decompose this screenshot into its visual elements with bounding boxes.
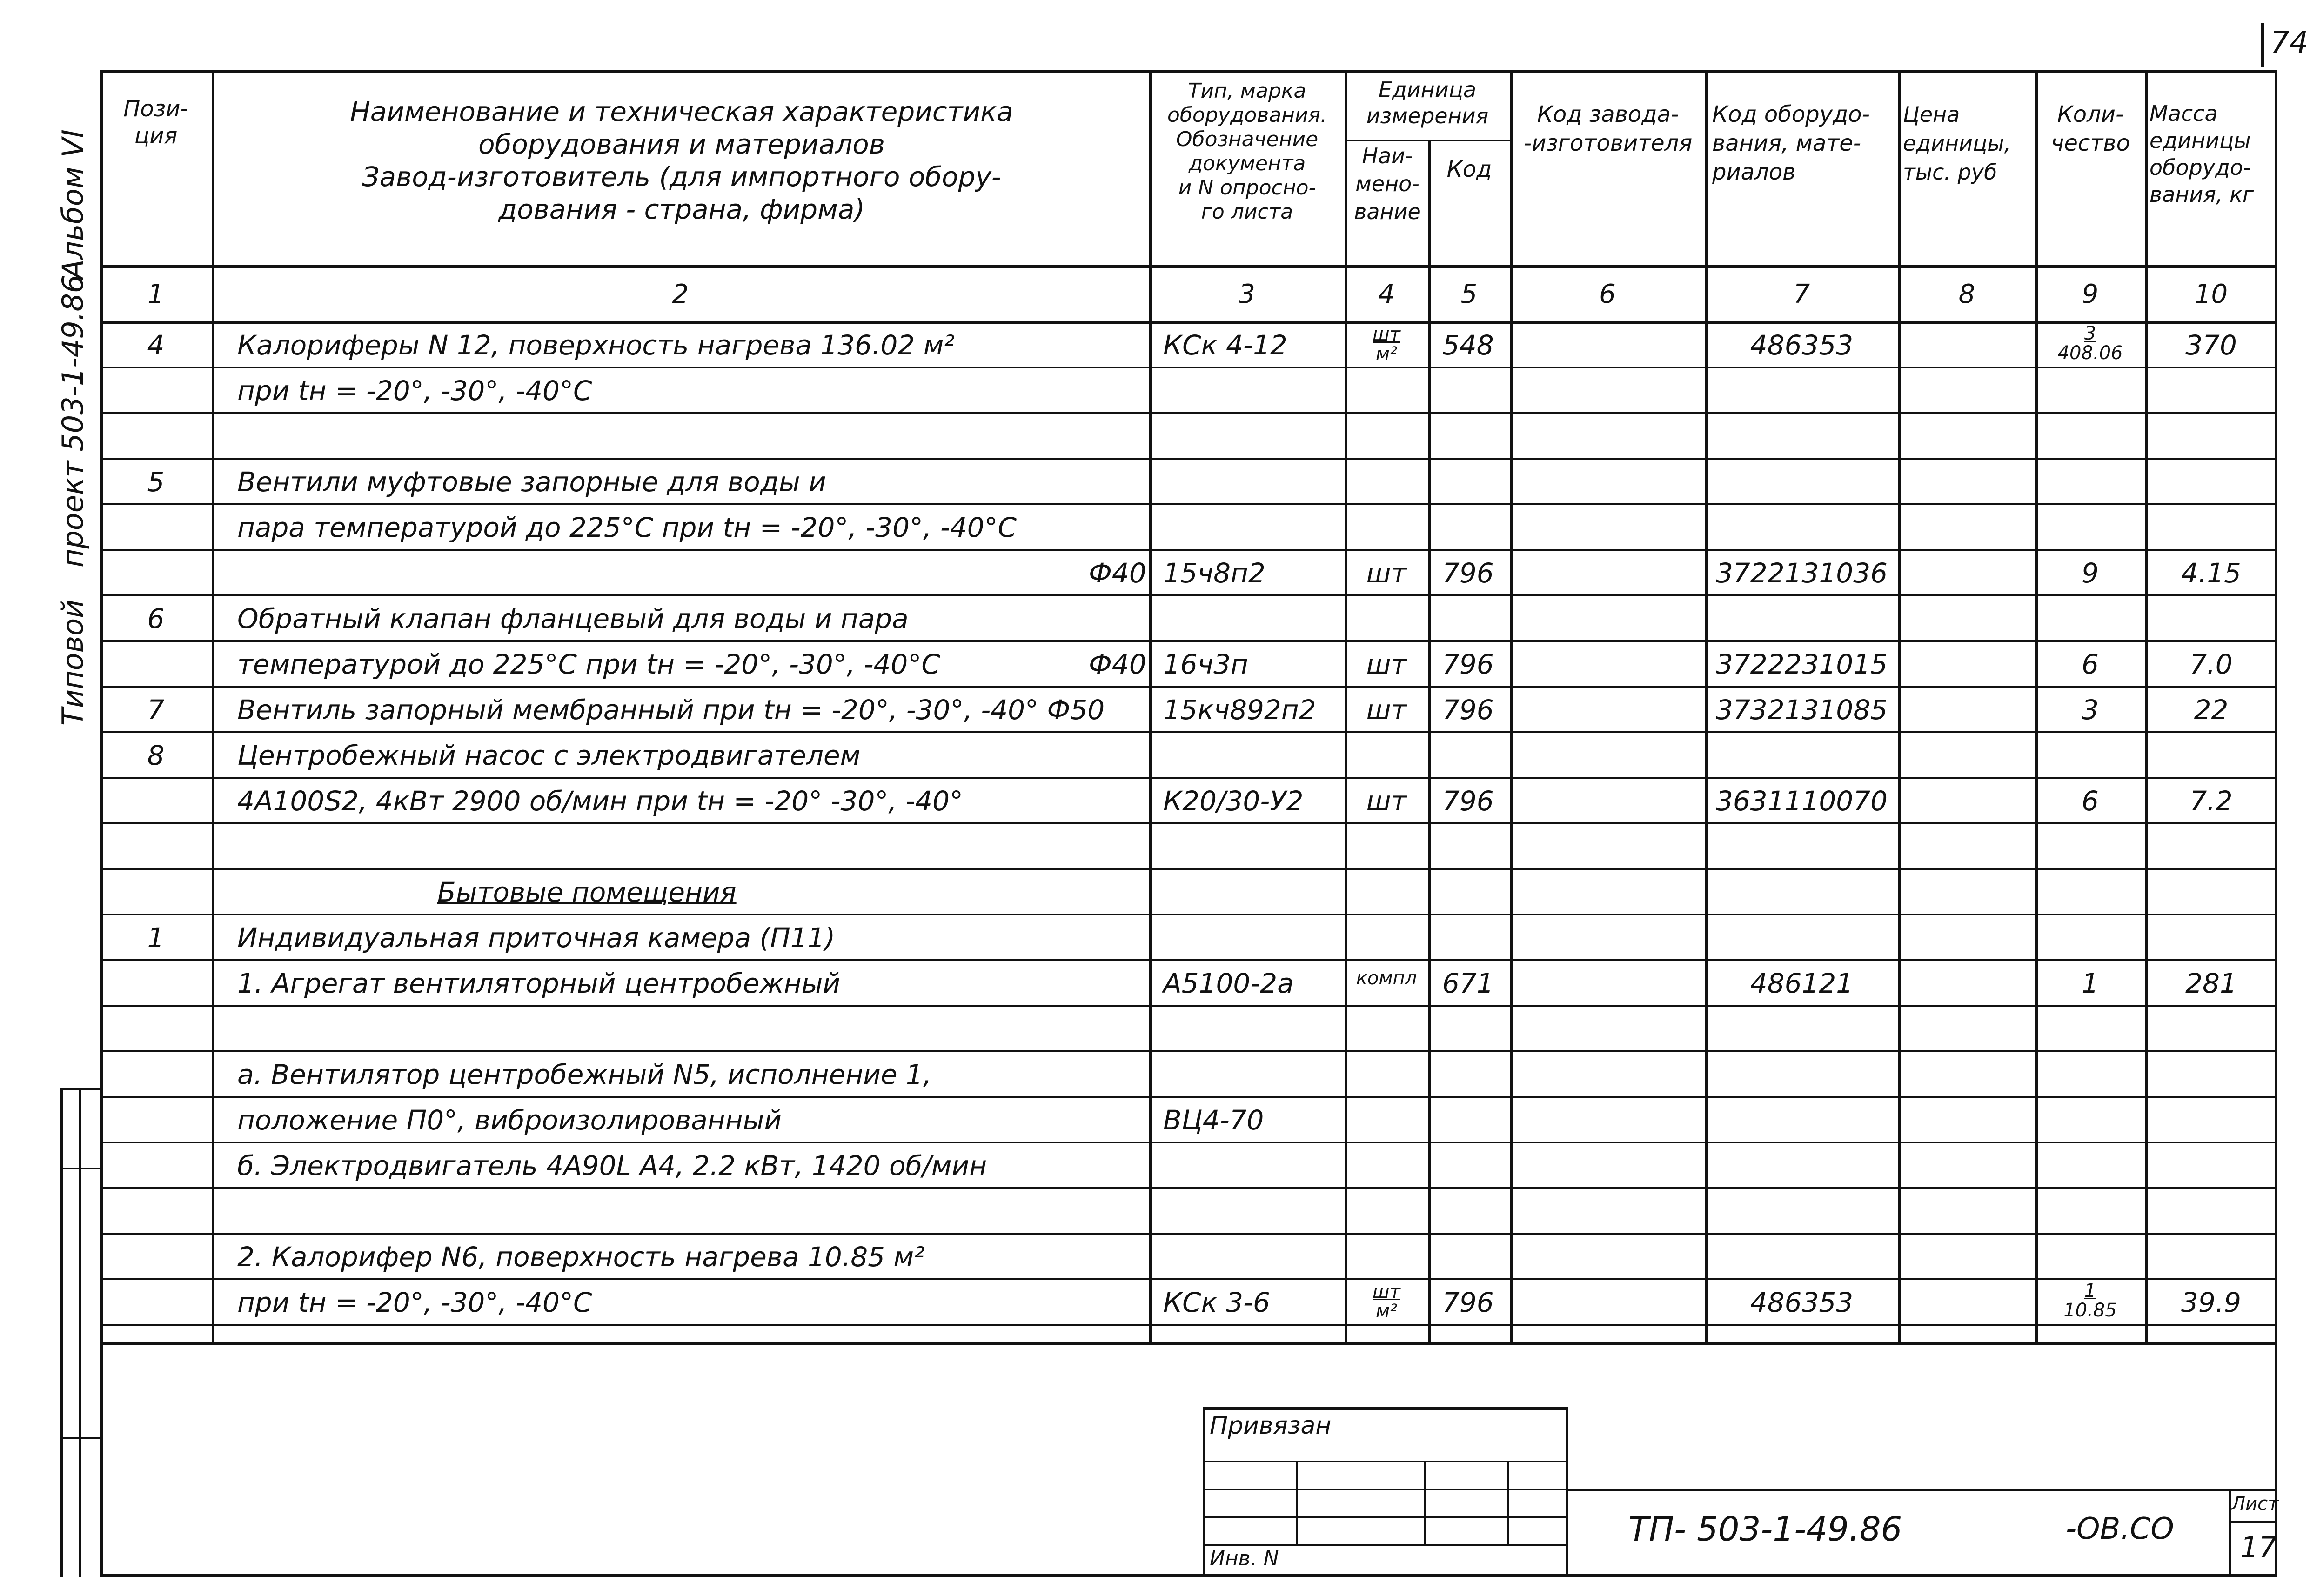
equipment-code-cell: 3732131085 [1715,694,1888,726]
stamp-line [1507,1461,1509,1544]
unit-cell: шт [1366,557,1407,589]
document-suffix: -ОВ.СО [2066,1512,2174,1546]
header-factory-code: Код завода- -изготовителя [1523,101,1693,156]
col-number: 9 [2082,279,2099,309]
mass-cell: 281 [2185,968,2237,999]
header-equipment-code: Код оборудо- вания, мате- риалов [1712,101,1870,185]
header-position: Пози- ция [123,96,188,149]
left-stamp-line [60,1168,102,1169]
unit-code-cell: 796 [1442,785,1494,817]
name-cell: 4А100S2, 4кВт 2900 об/мин при tн = -20° -30°, -40° [237,785,963,817]
col-number: 5 [1460,279,1478,309]
position-cell: 7 [147,694,165,726]
mass-cell: 7.2 [2189,785,2233,817]
row-line [100,412,2277,414]
name-cell: при tн = -20°, -30°, -40°C [237,375,592,407]
row-line [100,822,2277,824]
name-diameter-cell: Ф40 [1089,557,1146,589]
row-line [100,640,2277,642]
stamp-border [1203,1407,1566,1410]
name-cell: Вентиль запорный мембранный при tн = -20°, -30°, -40° Ф50 [237,694,1105,726]
name-cell: Индивидуальная приточная камера (П11) [237,922,836,954]
quantity-cell: 1 [2082,968,2099,999]
col-number: 1 [147,279,164,309]
unit-bottom: м² [1375,343,1398,365]
unit-cell: шт [1366,648,1407,680]
unit-fraction [1345,1282,1428,1321]
stamp-line [1203,1489,1566,1490]
type-cell: 15ч8п2 [1163,557,1265,589]
type-cell: А5100-2а [1163,968,1294,999]
sheet-number: 17 [2240,1530,2277,1564]
unit-code-cell: 796 [1442,1287,1494,1318]
equipment-code-cell: 486353 [1750,329,1854,361]
quantity-fraction [2035,1281,2145,1320]
unit-code-cell: 796 [1442,557,1494,589]
table-bottom-line [100,1342,2277,1345]
row-line [100,1324,2277,1326]
col-number: 10 [2194,279,2228,309]
row-line [100,959,2277,961]
row-line [100,777,2277,779]
row-line [100,1096,2277,1098]
quantity-top: 3 [2084,323,2096,344]
stamp-line [1203,1516,1566,1518]
row-line [100,458,2277,460]
equipment-code-cell: 486353 [1750,1287,1854,1318]
name-cell: Калориферы N 12, поверхность нагрева 136.02 м² [237,329,955,361]
unit-header-split [1345,140,1510,141]
type-cell: 15кч892п2 [1163,694,1316,726]
position-cell: 5 [147,466,165,498]
row-line [100,503,2277,505]
mass-cell: 39.9 [2181,1287,2242,1318]
quantity-fraction [2035,324,2145,363]
type-cell: 16ч3п [1163,648,1248,680]
unit-top: шт [1373,324,1400,345]
row-line [100,686,2277,688]
col-number: 2 [672,279,689,309]
position-cell: 4 [147,329,165,361]
mass-cell: 370 [2185,329,2237,361]
equipment-code-cell: 3631110070 [1715,785,1888,817]
header-bottom-line [100,265,2277,268]
unit-code-cell: 796 [1442,648,1494,680]
unit-cell: шт [1366,694,1407,726]
equipment-code-cell: 3722131036 [1715,557,1888,589]
position-cell: 8 [147,740,165,771]
sheet-label: Лист [2231,1493,2279,1515]
sidebar-text-typovoy: Типовой [56,599,90,726]
name-cell: б. Электродвигатель 4А90L А4, 2.2 кВт, 1420 об/мин [237,1150,987,1182]
header-unit: Единица измерения [1366,77,1489,128]
page-number: 74 [2270,26,2309,60]
mass-cell: 7.0 [2189,648,2233,680]
name-cell: 2. Калорифер N6, поверхность нагрева 10.85 м² [237,1241,925,1273]
row-line [100,1187,2277,1189]
stamp-privyazan: Привязан [1210,1412,1332,1440]
unit-code-cell: 548 [1442,329,1494,361]
mass-cell: 4.15 [2181,557,2242,589]
name-cell: положение П0°, виброизолированный [237,1104,782,1136]
name-cell: пара температурой до 225°C при tн = -20°, -30°, -40°C [237,512,1017,543]
type-cell: К20/30-У2 [1163,785,1304,817]
unit-code-cell: 796 [1442,694,1494,726]
col-number: 3 [1239,279,1255,309]
header-price: Цена единицы, тыс. руб [1903,102,2011,185]
row-line [100,594,2277,596]
quantity-bottom: 408.06 [2057,342,2123,364]
stamp-line [1296,1461,1298,1544]
col-divider [1510,70,1513,1342]
col-divider [1898,70,1901,1342]
col-divider [212,70,214,1342]
row-line [100,868,2277,870]
stamp-border [1203,1407,1205,1577]
left-stamp-inner [79,1088,81,1577]
position-cell: 6 [147,603,165,634]
row-line [100,1050,2277,1052]
header-unit-code: Код [1446,156,1492,182]
equipment-code-cell: 486121 [1750,968,1854,999]
equipment-code-cell: 3722231015 [1715,648,1888,680]
document-code: ТП- 503-1-49.86 [1628,1509,1902,1549]
type-cell: ВЦ4-70 [1163,1104,1264,1136]
sidebar-text-album: Альбом VI [56,129,90,279]
header-unit-name: Наи- мено- вание [1354,143,1421,224]
stamp-line [1424,1461,1426,1544]
name-cell: а. Вентилятор центробежный N5, исполнение 1, [237,1059,932,1090]
row-line [100,1142,2277,1143]
unit-bottom: м² [1375,1301,1398,1322]
row-line [100,367,2277,368]
row-line [100,1233,2277,1235]
unit-code-cell: 671 [1442,968,1494,999]
name-cell: Вентили муфтовые запорные для воды и [237,466,826,498]
header-name: Наименование и техническая характеристика оборудования и материалов Завод-изготовитель (для импортного обору- дования - страна, фирма) [350,96,1013,225]
unit-cell: компл [1356,968,1417,989]
title-block-divider [2229,1521,2277,1523]
quantity-bottom: 10.85 [2063,1300,2117,1321]
name-cell: Центробежный насос с электродвигателем [237,740,861,771]
name-cell: при tн = -20°, -30°, -40°C [237,1287,592,1318]
header-mass: Масса единицы оборудо- вания, кг [2149,101,2254,207]
sidebar-text-project: проект 503-1-49.86 [56,274,90,568]
quantity-cell: 6 [2082,785,2099,817]
header-type: Тип, марка оборудования. Обозначение документа и N опросно- го листа [1167,79,1327,224]
row-line [100,1278,2277,1280]
row-line [100,914,2277,915]
quantity-top: 1 [2084,1280,2096,1302]
col-number: 4 [1378,279,1395,309]
unit-cell: шт [1366,785,1407,817]
col-divider [1428,140,1431,1342]
type-cell: КСк 4-12 [1163,329,1287,361]
col-divider [1149,70,1152,1342]
type-cell: КСк 3-6 [1163,1287,1270,1318]
col-number: 7 [1793,279,1810,309]
col-number-bottom-line [100,321,2277,324]
position-cell: 1 [147,922,165,954]
mass-cell: 22 [2194,694,2229,726]
name-cell: Обратный клапан фланцевый для воды и пара [237,603,909,634]
row-line [100,549,2277,551]
stamp-line [1203,1544,1566,1546]
quantity-cell: 3 [2082,694,2099,726]
row-line [100,731,2277,733]
section-title: Бытовые помещения [437,876,737,908]
stamp-inv-number: Инв. N [1210,1547,1279,1570]
title-block-top [1566,1489,2277,1491]
quantity-cell: 6 [2082,648,2099,680]
col-number: 6 [1599,279,1616,309]
quantity-cell: 9 [2082,557,2099,589]
col-number: 8 [1958,279,1975,309]
stamp-line [1203,1461,1566,1462]
name-diameter-cell: Ф40 [1089,648,1146,680]
stamp-border [1566,1407,1568,1577]
left-stamp-strip-border [60,1088,63,1577]
left-stamp-line [60,1088,102,1090]
header-quantity: Коли- чество [2051,101,2130,156]
name-cell: температурой до 225°C при tн = -20°, -30°, -40°C [237,648,940,680]
unit-fraction [1345,325,1428,364]
name-cell: 1. Агрегат вентиляторный центробежный [237,968,841,999]
left-stamp-line [60,1437,102,1439]
page-number-divider [2261,23,2264,67]
unit-top: шт [1373,1281,1400,1302]
row-line [100,1005,2277,1007]
